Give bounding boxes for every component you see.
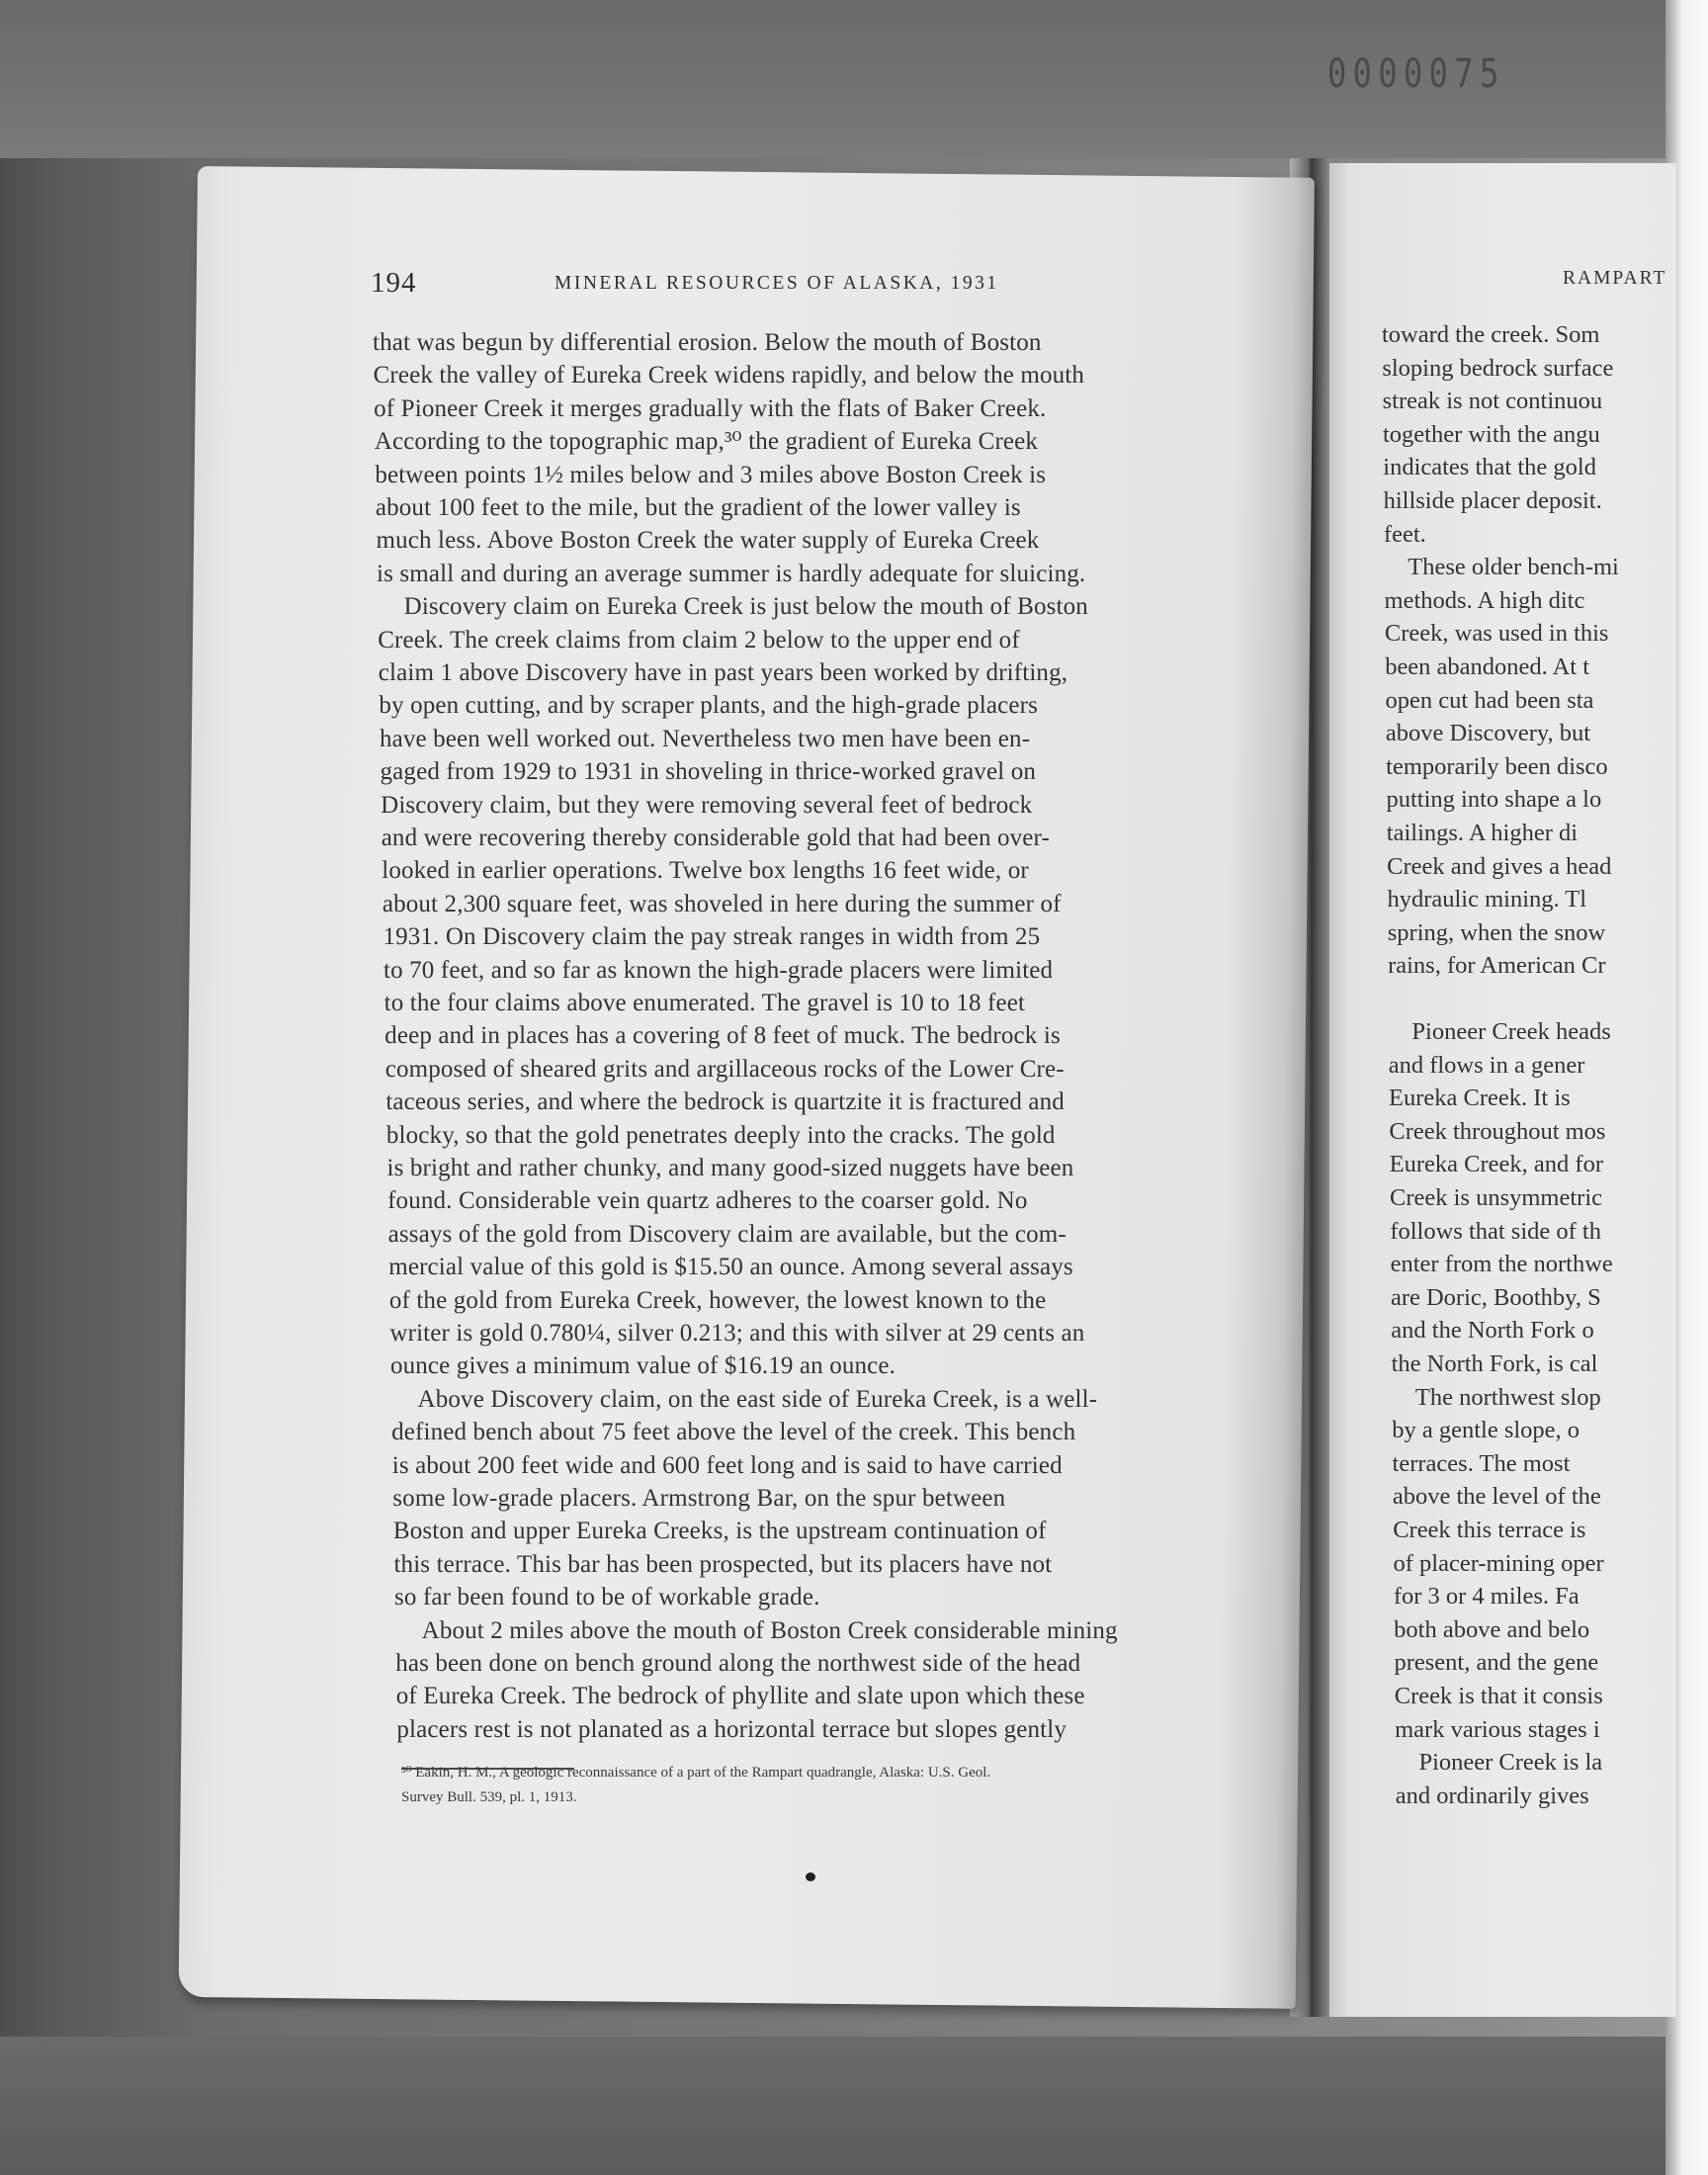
right-text-line: Creek, was used in this [1384, 620, 1609, 648]
text-line: composed of sheared grits and argillaceous rocks of the Lower Cre- [384, 1055, 1065, 1083]
right-text-line: rains, for American Cr [1388, 952, 1606, 980]
text-line: gaged from 1929 to 1931 in shoveling in thrice-worked gravel on [380, 758, 1036, 786]
text-line: of the gold from Eureka Creek, however, the lowest known to the [388, 1286, 1047, 1314]
text-line: is small and during an average summer is hardly adequate for sluicing. [377, 560, 1086, 587]
right-text-line: above the level of the [1392, 1483, 1601, 1511]
right-text-line: both above and belo [1394, 1615, 1590, 1643]
text-line: much less. Above Boston Creek the water supply of Eureka Creek [376, 527, 1040, 555]
right-text-line: methods. A high ditc [1384, 586, 1585, 614]
text-line: Above Discovery claim, on the east side of Eureka Creek, is a well- [417, 1385, 1098, 1413]
text-line: have been well worked out. Nevertheless two men have been en- [379, 725, 1031, 752]
footnote-line: ³⁰ Eakin, H. M., A geologic reconnaissance of a part of the Rampart quadrangle, Alaska: U.S. Geol. [401, 1765, 991, 1781]
right-text-line: terraces. The most [1392, 1449, 1571, 1477]
right-text-line: the North Fork, is cal [1391, 1350, 1598, 1377]
text-line: ounce gives a minimum value of $16.19 an ounce. [389, 1352, 897, 1380]
right-text-line: Creek this terrace is [1393, 1517, 1586, 1543]
right-text-line: above Discovery, but [1385, 720, 1591, 747]
text-line: taceous series, and where the bedrock is quartzite it is fractured and [385, 1088, 1065, 1116]
text-line: is bright and rather chunky, and many good-sized nuggets have been [386, 1155, 1074, 1181]
text-line: by open cutting, and by scraper plants, and the high-grade placers [379, 692, 1039, 720]
right-text-line: and flows in a gener [1388, 1051, 1585, 1079]
text-line: claim 1 above Discovery have in past years been worked by drifting, [378, 659, 1068, 686]
text-line: According to the topographic map,³⁰ the gradient of Eureka Creek [374, 428, 1039, 456]
right-text-line: open cut had been sta [1385, 686, 1594, 714]
text-line: to the four claims above enumerated. The gravel is 10 to 18 feet [384, 990, 1026, 1016]
running-head-right: RAMPART [1563, 268, 1667, 289]
right-text-line: Creek is unsymmetric [1390, 1184, 1603, 1211]
right-text-line: temporarily been disco [1386, 752, 1608, 780]
text-line: blocky, so that the gold penetrates deeply into the cracks. The gold [385, 1121, 1056, 1149]
text-line: assays of the gold from Discovery claim are available, but the com- [387, 1220, 1067, 1248]
text-line: that was begun by differential erosion. Below the mouth of Boston [373, 329, 1042, 356]
text-line: About 2 miles above the mouth of Boston Creek considerable mining [421, 1616, 1118, 1644]
right-text-line: tailings. A higher di [1386, 820, 1579, 846]
text-line: deep and in places has a covering of 8 feet of muck. The bedrock is [384, 1022, 1061, 1050]
text-line: so far been found to be of workable grade. [394, 1584, 820, 1611]
right-text-line: of placer-mining oper [1393, 1549, 1604, 1577]
text-line: is about 200 feet wide and 600 feet long and is said to have carried [391, 1451, 1063, 1479]
right-text-line: hillside placer deposit. [1383, 487, 1602, 514]
text-line: found. Considerable vein quartz adheres to the coarser gold. No [387, 1187, 1028, 1215]
right-text-line: enter from the northwe [1390, 1251, 1613, 1278]
text-line: 1931. On Discovery claim the pay streak ranges in width from 25 [383, 923, 1041, 951]
text-line: of Eureka Creek. The bedrock of phyllite and slate upon which these [395, 1683, 1085, 1710]
right-text-line: and the North Fork o [1391, 1317, 1594, 1345]
text-line: placers rest is not planated as a horizontal terrace but slopes gently [396, 1715, 1067, 1743]
text-line: Creek. The creek claims from claim 2 below to the upper end of [378, 626, 1020, 653]
right-text-line: are Doric, Boothby, S [1390, 1283, 1601, 1311]
scan-speck [806, 1872, 815, 1881]
right-text-line: Creek and gives a head [1387, 852, 1612, 880]
text-line: and were recovering thereby considerable gold that had been over- [381, 825, 1051, 851]
text-line: this terrace. This bar has been prospected, but its placers have not [393, 1550, 1053, 1578]
right-text-line: mark various stages i [1395, 1715, 1600, 1743]
right-text-line: feet. [1383, 520, 1426, 548]
right-text-line: Creek is that it consis [1394, 1683, 1603, 1709]
right-text-line: and ordinarily gives [1395, 1782, 1589, 1809]
scan-bottom-band [0, 2037, 1708, 2175]
footnote-line: Survey Bull. 539, pl. 1, 1913. [401, 1789, 577, 1805]
right-text-line: Pioneer Creek is la [1418, 1749, 1603, 1777]
text-line: looked in earlier operations. Twelve box lengths 16 feet wide, or [382, 857, 1029, 885]
right-text-line: spring, when the snow [1387, 918, 1606, 946]
right-text-line: follows that side of th [1390, 1217, 1601, 1245]
page-stamp-number: 0000075 [1327, 51, 1505, 97]
text-line: Creek the valley of Eureka Creek widens rapidly, and below the mouth [373, 362, 1085, 390]
right-text-line: for 3 or 4 miles. Fa [1393, 1583, 1580, 1610]
right-text-line: Eureka Creek, and for [1389, 1151, 1603, 1178]
right-text-line: sloping bedrock surface [1382, 354, 1614, 382]
right-text-line: streak is not continuou [1382, 388, 1603, 415]
right-text-line: These older bench-mi [1408, 554, 1619, 581]
text-line: to 70 feet, and so far as known the high-grade placers were limited [384, 956, 1054, 984]
right-text-line: hydraulic mining. Tl [1387, 886, 1587, 914]
right-text-line: been abandoned. At t [1385, 653, 1590, 680]
text-line: mercial value of this gold is $15.50 an ounce. Among several assays [388, 1254, 1073, 1281]
running-head: MINERAL RESOURCES OF ALASKA, 1931 [555, 273, 999, 294]
text-line: about 2,300 square feet, was shoveled in here during the summer of [382, 890, 1062, 917]
right-text-line: Eureka Creek. It is [1389, 1085, 1571, 1112]
text-line: some low-grade placers. Armstrong Bar, on the spur between [392, 1485, 1006, 1512]
text-line: defined bench about 75 feet above the level of the creek. This bench [391, 1419, 1076, 1446]
text-line: about 100 feet to the mile, but the gradient of the lower valley is [375, 494, 1021, 521]
text-line: Boston and upper Eureka Creeks, is the upstream continuation of [392, 1518, 1047, 1545]
right-text-line: by a gentle slope, o [1392, 1417, 1580, 1444]
text-line: Discovery claim, but they were removing several feet of bedrock [381, 791, 1033, 819]
text-line: writer is gold 0.780¼, silver 0.213; and this with silver at 29 cents an [389, 1320, 1085, 1347]
text-line: of Pioneer Creek it merges gradually with the flats of Baker Creek. [374, 394, 1047, 422]
text-line: between points 1½ miles below and 3 miles above Boston Creek is [375, 461, 1047, 488]
page-number: 194 [371, 267, 417, 299]
right-text-line: together with the angu [1382, 420, 1600, 448]
text-line: Discovery claim on Eureka Creek is just below the mouth of Boston [403, 593, 1088, 621]
right-text-line: The northwest slop [1414, 1383, 1601, 1411]
right-text-line: Creek throughout mos [1389, 1117, 1606, 1145]
right-text-line: indicates that the gold [1383, 454, 1596, 481]
text-line: has been done on bench ground along the northwest side of the head [395, 1650, 1081, 1677]
right-page-text [1321, 163, 1676, 2017]
right-text-line: putting into shape a lo [1386, 786, 1602, 814]
right-text-line: Pioneer Creek heads [1411, 1018, 1611, 1045]
right-text-line: present, and the gene [1394, 1649, 1599, 1677]
right-text-line: toward the creek. Som [1382, 321, 1600, 348]
